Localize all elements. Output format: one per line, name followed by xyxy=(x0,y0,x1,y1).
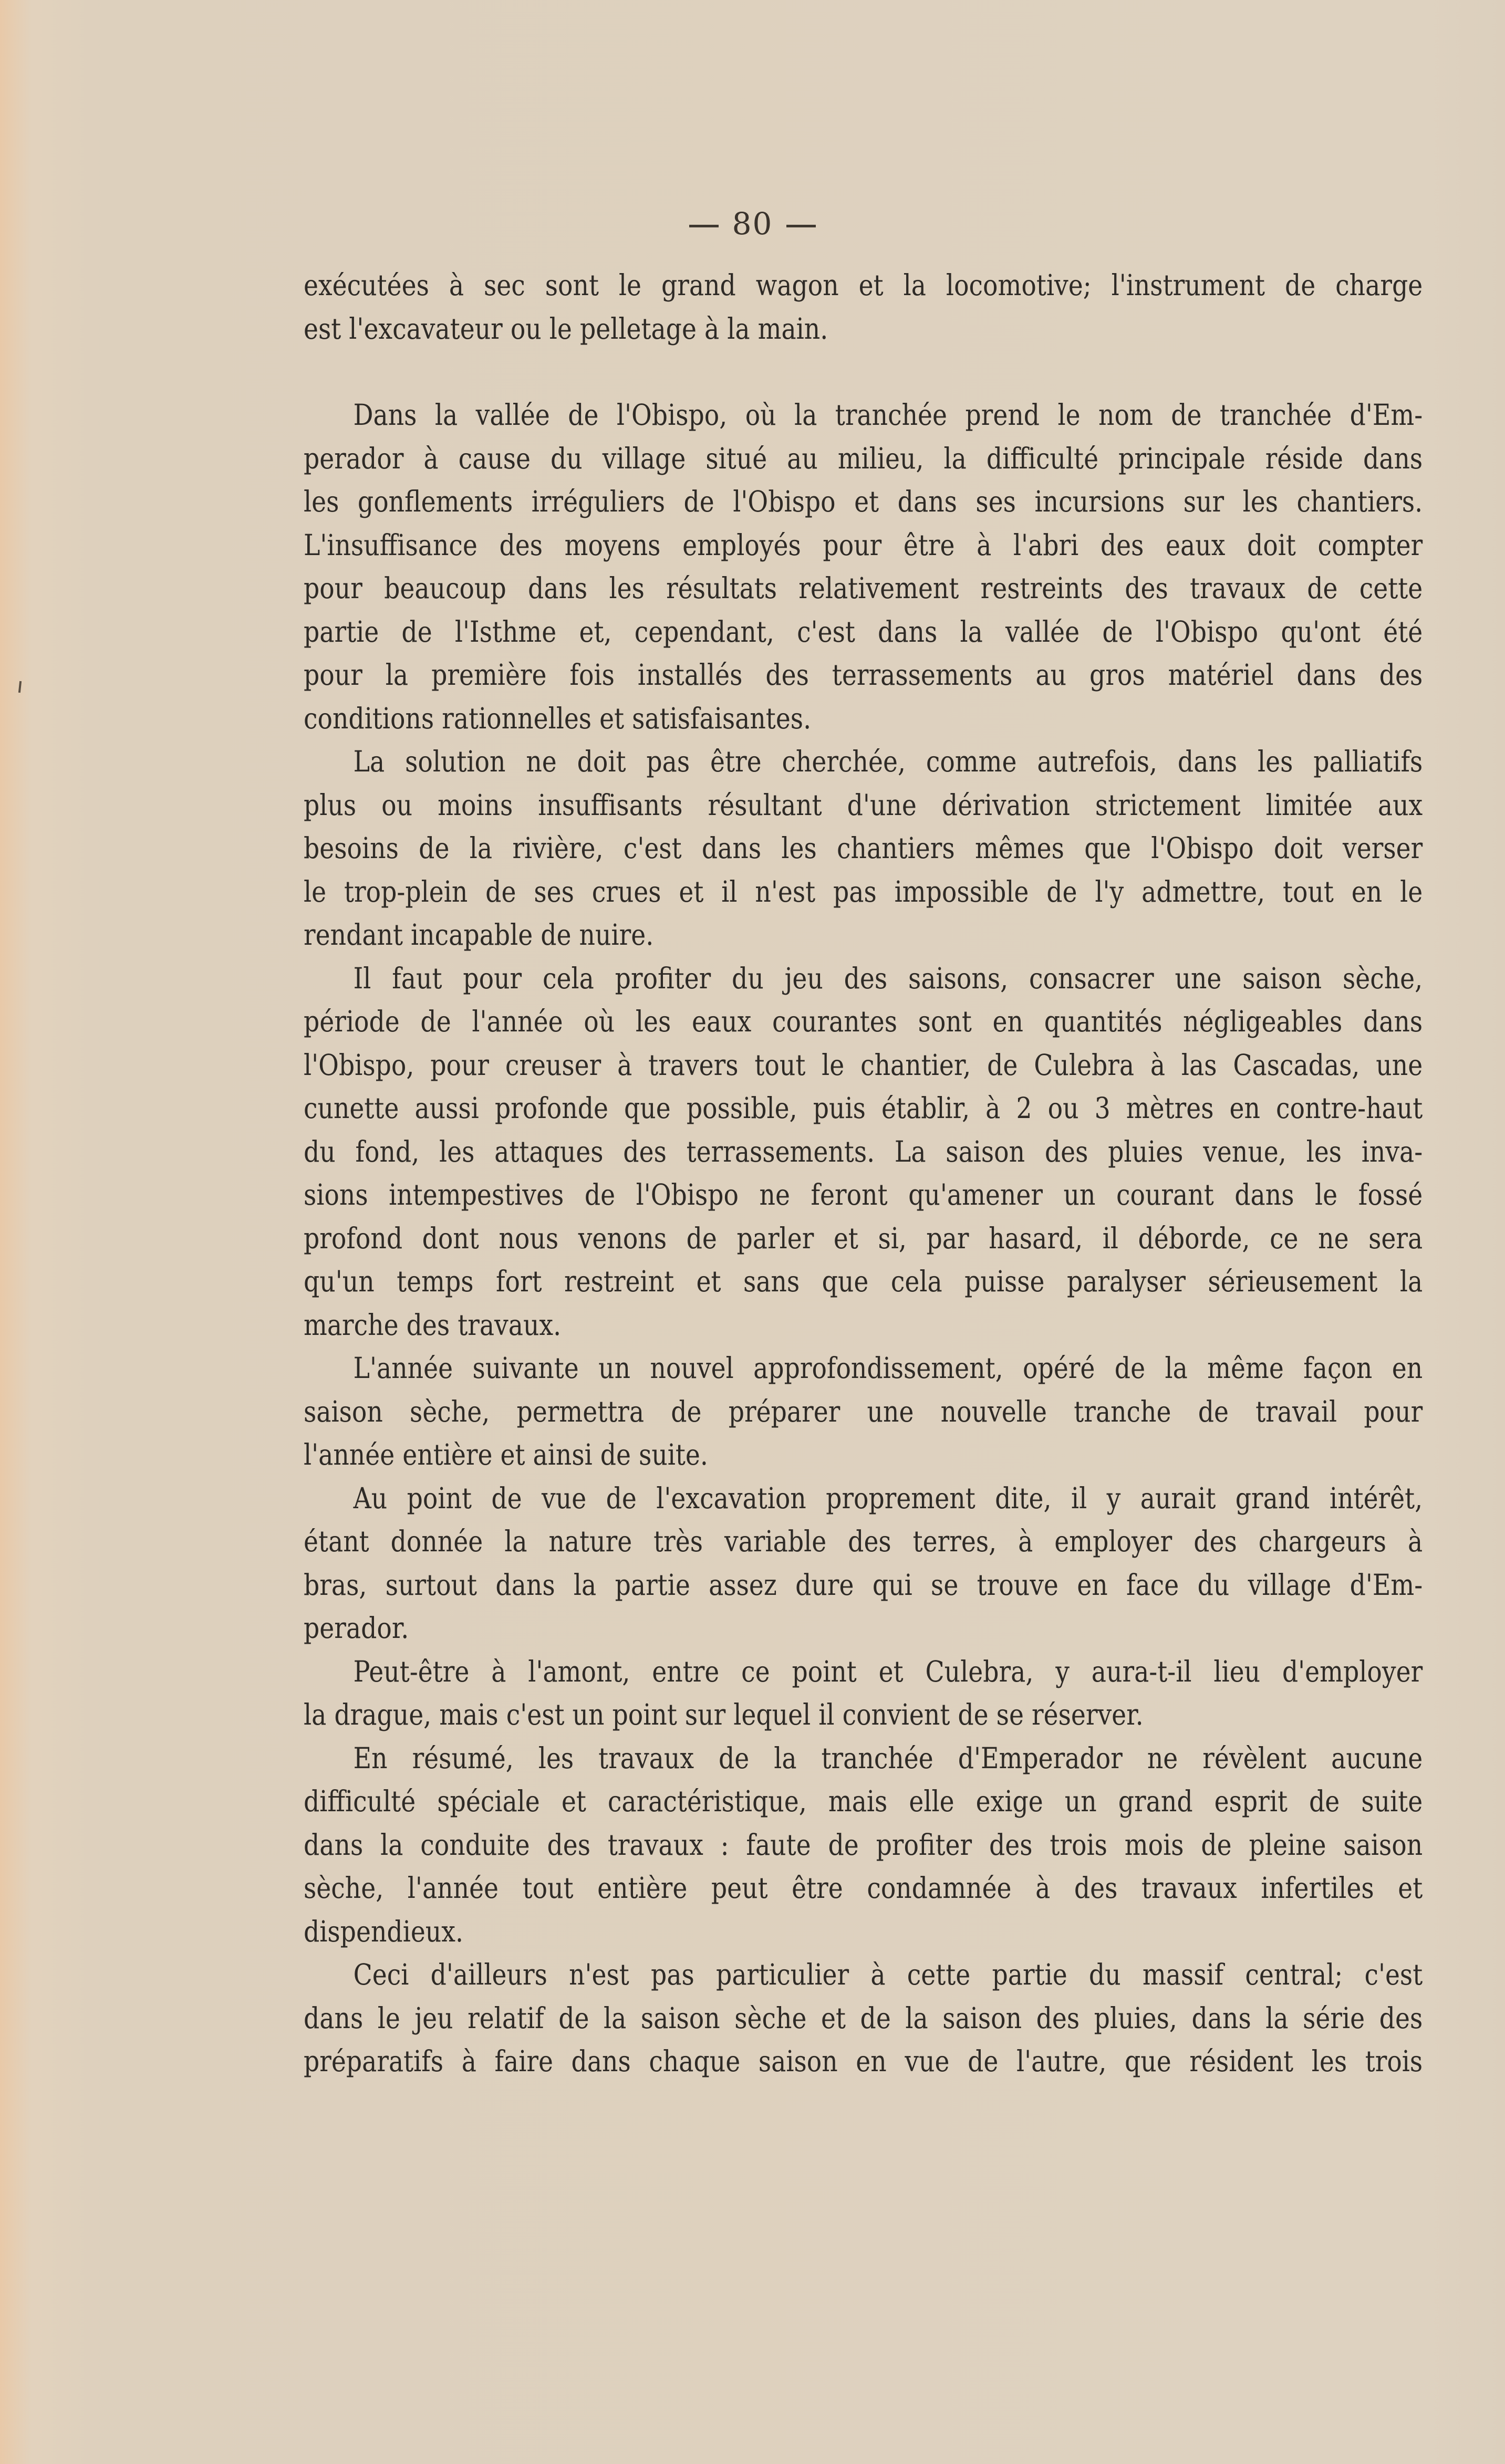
text-line: étant donnée la nature très variable des terres, à employer des chargeurs à xyxy=(304,1525,1423,1558)
text-line: dispendieux. xyxy=(304,1914,463,1948)
text-line: perador à cause du village situé au milieu, la difficulté principale réside dans xyxy=(304,441,1423,475)
text-line: Il faut pour cela profiter du jeu des saisons, consacrer une saison sèche, xyxy=(353,961,1423,995)
text-line: exécutées à sec sont le grand wagon et la locomotive; l'instrument de charge xyxy=(304,268,1423,302)
text-line: Ceci d'ailleurs n'est pas particulier à cette partie du massif central; c'est xyxy=(353,1958,1423,1991)
text-line: sions intempestives de l'Obispo ne feront qu'amener un courant dans le fossé xyxy=(304,1178,1423,1212)
text-line: L'insuffisance des moyens employés pour être à l'abri des eaux doit compter xyxy=(304,528,1423,562)
text-line: pour la première fois installés des terrassements au gros matériel dans des xyxy=(304,658,1423,692)
text-line: profond dont nous venons de parler et si, par hasard, il déborde, ce ne sera xyxy=(304,1221,1423,1255)
text-line: période de l'année où les eaux courantes sont en quantités négligeables dans xyxy=(304,1005,1423,1038)
page-number-value: 80 xyxy=(732,206,773,242)
page-number-dash-left xyxy=(689,225,719,227)
text-line: saison sèche, permettra de préparer une nouvelle tranche de travail pour xyxy=(304,1394,1423,1428)
text-line: En résumé, les travaux de la tranchée d'Emperador ne révèlent aucune xyxy=(353,1741,1423,1775)
text-line: plus ou moins insuffisants résultant d'une dérivation strictement limitée aux xyxy=(304,788,1423,822)
paragraph-gap xyxy=(304,350,1423,393)
paragraph xyxy=(304,1346,1423,1477)
text-line: est l'excavateur ou le pelletage à la main. xyxy=(304,311,828,346)
margin-mark xyxy=(18,681,22,693)
paragraph xyxy=(304,957,1423,1347)
text-line: le trop-plein de ses crues et il n'est pas impossible de l'y admettre, tout en le xyxy=(304,874,1423,909)
text-line: L'année suivante un nouvel approfondissement, opéré de la même façon en xyxy=(353,1351,1423,1385)
paragraph xyxy=(304,740,1423,957)
text-line: bras, surtout dans la partie assez dure qui se trouve en face du village d'Em- xyxy=(304,1568,1423,1602)
text-line: sèche, l'année tout entière peut être condamnée à des travaux infertiles et xyxy=(304,1871,1423,1905)
paragraph xyxy=(304,264,1423,350)
text-line: l'Obispo, pour creuser à travers tout le chantier, de Culebra à las Cascadas, une xyxy=(304,1048,1423,1082)
text-line: marche des travaux. xyxy=(304,1308,562,1342)
text-line: pour beaucoup dans les résultats relativement restreints des travaux de cette xyxy=(304,571,1423,605)
paragraph xyxy=(304,1477,1423,1650)
text-line: cunette aussi profonde que possible, puis établir, à 2 ou 3 mètres en contre-haut xyxy=(304,1091,1423,1125)
text-line: préparatifs à faire dans chaque saison en vue de l'autre, que résident les trois xyxy=(304,2044,1423,2078)
text-line: qu'un temps fort restreint et sans que cela puisse paralyser sérieusement la xyxy=(304,1265,1423,1298)
text-line: les gonflements irréguliers de l'Obispo et dans ses incursions sur les chantiers. xyxy=(304,485,1423,518)
text-line: dans la conduite des travaux : faute de profiter des trois mois de pleine saison xyxy=(304,1828,1423,1862)
text-line: besoins de la rivière, c'est dans les chantiers mêmes que l'Obispo doit verser xyxy=(304,831,1423,865)
text-line: La solution ne doit pas être cherchée, comme autrefois, dans les palliatifs xyxy=(353,745,1423,778)
text-line: Peut-être à l'amont, entre ce point et Culebra, y aura-t-il lieu d'employer xyxy=(353,1654,1423,1688)
text-line: l'année entière et ainsi de suite. xyxy=(304,1438,708,1471)
text-line: dans le jeu relatif de la saison sèche et de la saison des pluies, dans la série des xyxy=(304,2001,1423,2035)
text-line: difficulté spéciale et caractéristique, mais elle exige un grand esprit de suite xyxy=(304,1784,1423,1818)
text-line: la drague, mais c'est un point sur lequel il convient de se réserver. xyxy=(304,1698,1144,1731)
text-line: du fond, les attaques des terrassements. La saison des pluies venue, les inva- xyxy=(304,1134,1423,1168)
paragraph xyxy=(304,1650,1423,1737)
paragraph xyxy=(304,1737,1423,1954)
text-line: partie de l'Isthme et, cependant, c'est dans la vallée de l'Obispo qu'ont été xyxy=(304,614,1423,649)
text-line: perador. xyxy=(304,1611,409,1645)
page-number-dash-right xyxy=(786,225,816,227)
body-text xyxy=(304,264,1423,2083)
paragraph xyxy=(304,393,1423,740)
text-line: conditions rationnelles et satisfaisantes. xyxy=(304,701,812,735)
text-line: Dans la vallée de l'Obispo, où la tranchée prend le nom de tranchée d'Em- xyxy=(353,398,1423,432)
page-number xyxy=(0,206,1505,242)
text-line: rendant incapable de nuire. xyxy=(304,918,654,952)
text-line: Au point de vue de l'excavation proprement dite, il y aurait grand intérêt, xyxy=(353,1481,1423,1515)
paragraph xyxy=(304,1953,1423,2083)
